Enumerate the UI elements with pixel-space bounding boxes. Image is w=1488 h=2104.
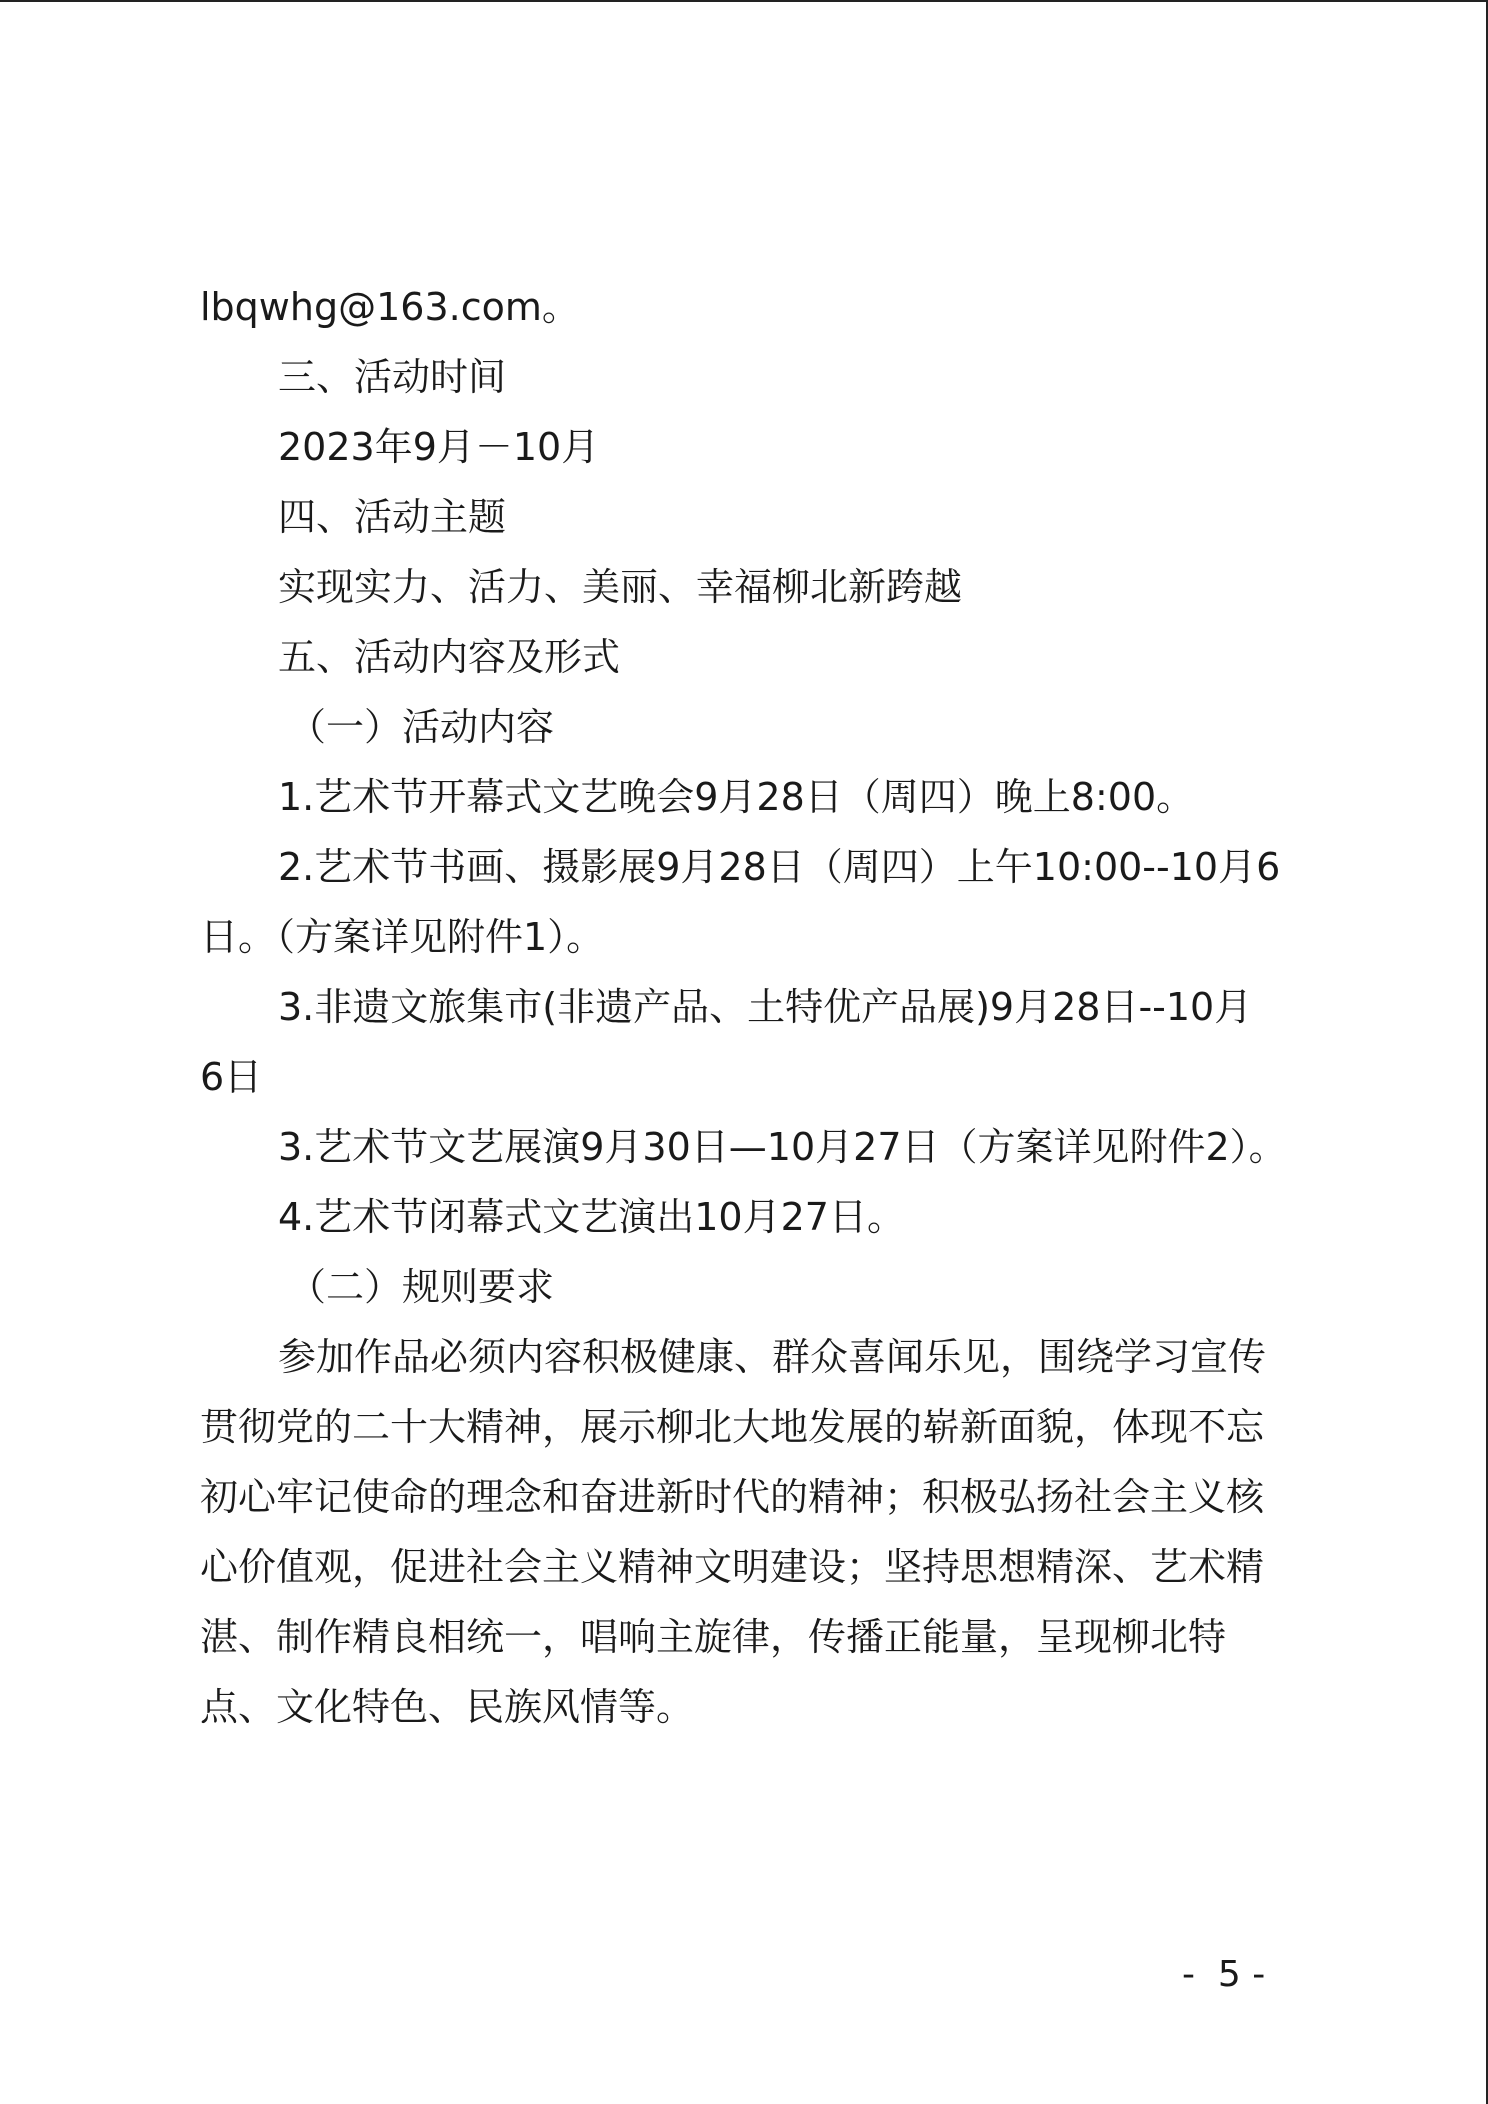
content-item-3b: 3.艺术节文艺展演9月30日—10月27日（方案详见附件2）。 [278,1125,1287,1169]
subsection-heading-content: （一）活动内容 [288,705,555,749]
content-item-3a-continuation: 6日 [200,1055,263,1099]
content-item-3a: 3.非遗文旅集市(非遗产品、土特优产品展)9月28日--10月 [278,985,1253,1029]
activity-theme-value: 实现实力、活力、美丽、幸福柳北新跨越 [278,565,963,609]
rules-paragraph-line-6: 点、文化特色、民族风情等。 [200,1685,695,1729]
content-item-2: 2.艺术节书画、摄影展9月28日（周四）上午10:00--10月6 [278,845,1281,889]
section-heading-time: 三、活动时间 [278,355,507,399]
rules-paragraph-line-1: 参加作品必须内容积极健康、群众喜闻乐见，围绕学习宣传 [278,1335,1267,1379]
page-number: - 5 - [1182,1954,1266,1995]
email-continuation: lbqwhg@163.com。 [200,285,580,329]
section-heading-content-form: 五、活动内容及形式 [278,635,621,679]
rules-paragraph-line-5: 湛、制作精良相统一，唱响主旋律，传播正能量，呈现柳北特 [200,1615,1227,1659]
page-top-border [0,0,1488,2]
content-item-1: 1.艺术节开幕式文艺晚会9月28日（周四）晚上8:00。 [278,775,1195,819]
rules-paragraph-line-2: 贯彻党的二十大精神，展示柳北大地发展的崭新面貌，体现不忘 [200,1405,1265,1449]
document-body [200,272,1320,1742]
rules-paragraph-line-4: 心价值观，促进社会主义精神文明建设；坚持思想精深、艺术精 [200,1545,1265,1589]
activity-time-value: 2023年9月－10月 [278,425,600,469]
rules-paragraph-line-3: 初心牢记使命的理念和奋进新时代的精神；积极弘扬社会主义核 [200,1475,1265,1519]
subsection-heading-rules: （二）规则要求 [288,1265,555,1309]
content-item-4: 4.艺术节闭幕式文艺演出10月27日。 [278,1195,905,1239]
section-heading-theme: 四、活动主题 [278,495,507,539]
content-item-2-continuation: 日。（方案详见附件1）。 [200,915,605,959]
